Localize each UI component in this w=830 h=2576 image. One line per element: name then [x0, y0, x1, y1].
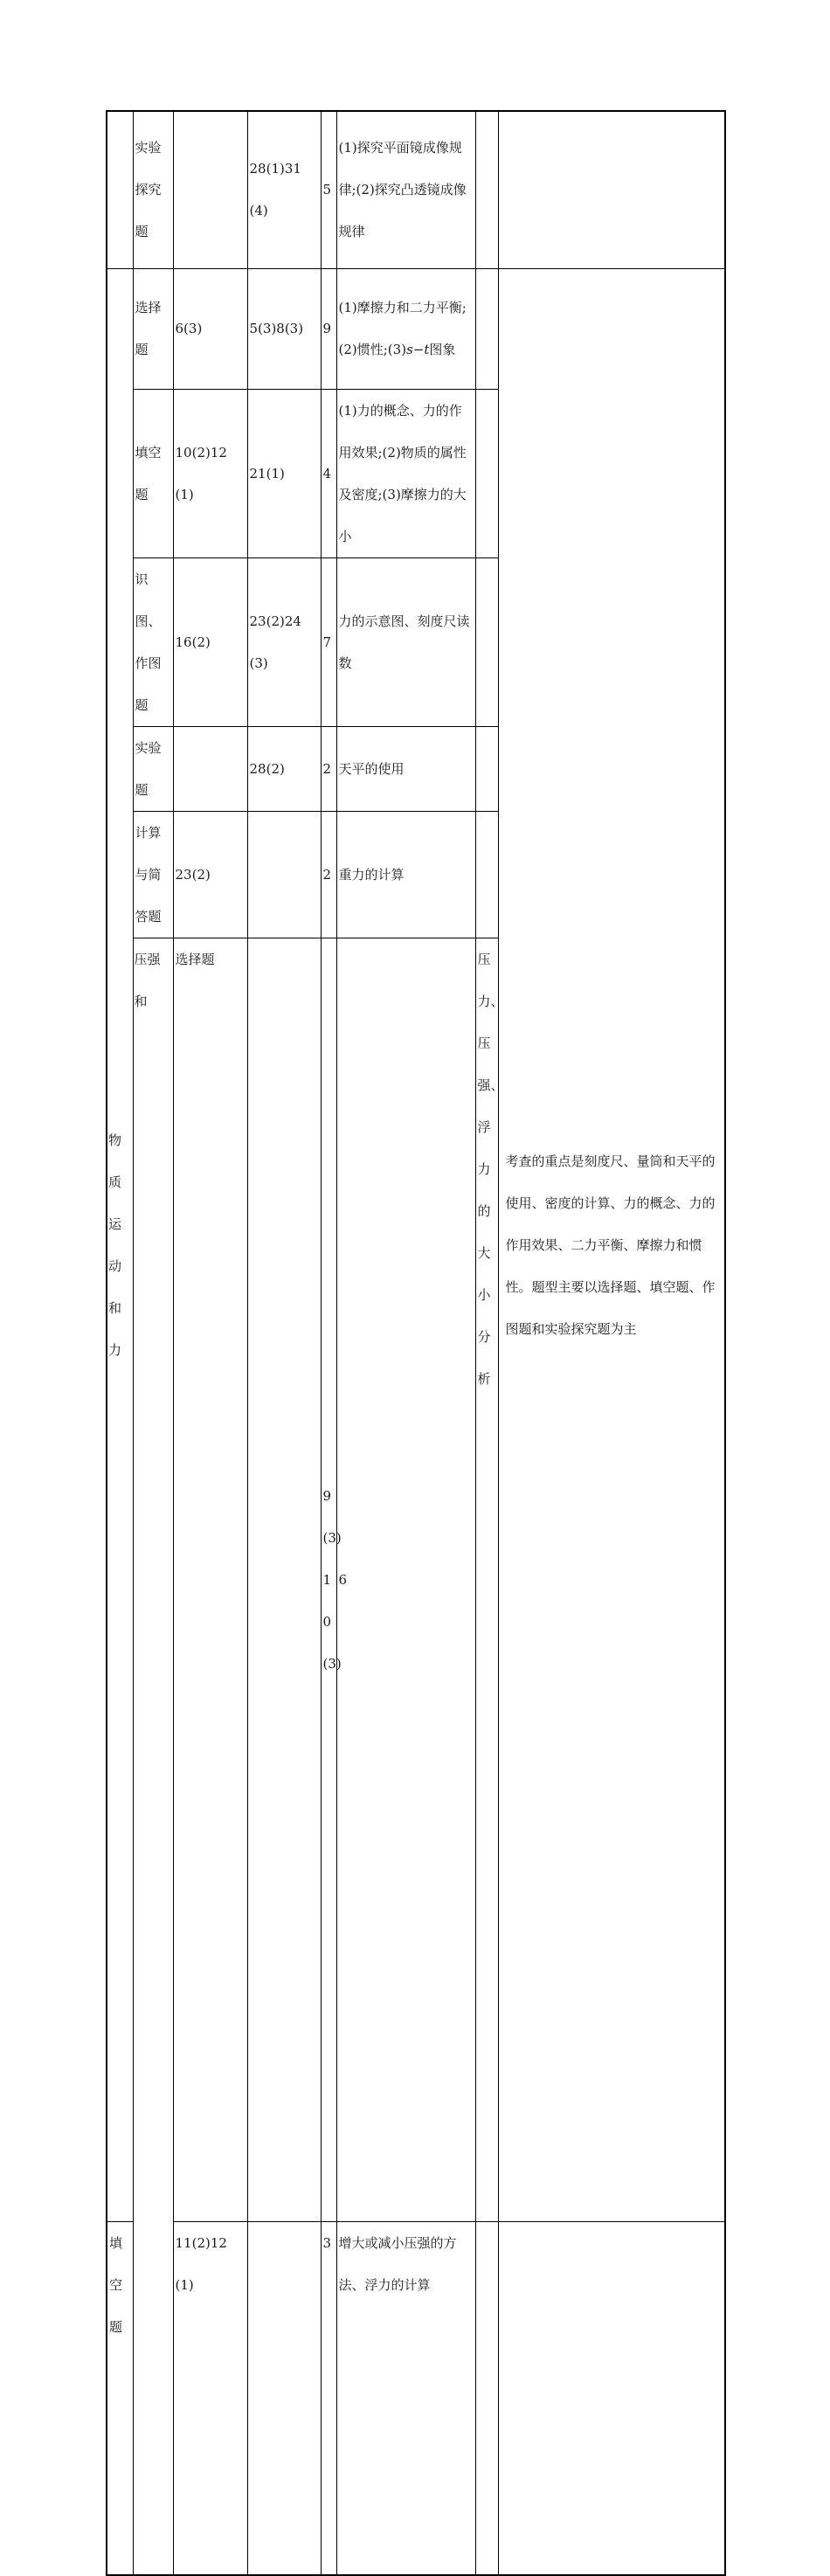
- content-cell: 重力的计算: [336, 811, 475, 938]
- year2-cell: 21(1): [247, 389, 321, 557]
- year2-cell: 5(3)8(3): [247, 268, 321, 389]
- content-text: (1)摩擦力和二力平衡;(2)惯性;(3): [338, 300, 467, 357]
- content-cell: 增大或减小压强的方法、浮力的计算: [336, 2221, 475, 2574]
- question-type-cell: 填空题: [133, 389, 173, 557]
- blank-cell: [475, 726, 498, 811]
- question-type-cell: 识图、作图题: [133, 557, 173, 726]
- blank-cell: [475, 389, 498, 557]
- score-cell: 2: [321, 811, 336, 938]
- question-type-cell: 计算与简答题: [133, 811, 173, 938]
- score-cell: 7: [321, 557, 336, 726]
- question-type-cell: 实验探究题: [133, 111, 173, 268]
- summary-cell: 考查的重点是刻度尺、量筒和天平的使用、密度的计算、力的概念、力的作用效果、二力平衡、摩擦力和惯性。题型主要以选择题、填空题、作图题和实验探究题为主: [498, 268, 725, 2221]
- score-cell: 9: [321, 268, 336, 389]
- year1-cell: 6(3): [173, 268, 247, 389]
- question-type-cell: 实验题: [133, 726, 173, 811]
- year1-cell: 11(2)12(1): [173, 2221, 247, 2574]
- score-cell: 6: [336, 938, 475, 2221]
- score-cell: 3: [321, 2221, 336, 2574]
- content-cell: (1)力的概念、力的作用效果;(2)物质的属性及密度;(3)摩擦力的大小: [336, 389, 475, 557]
- category-cell: 物质运动和力: [107, 268, 133, 2221]
- question-type-cell: 选择题: [133, 268, 173, 389]
- content-cell: 天平的使用: [336, 726, 475, 811]
- table-row: [107, 2221, 725, 2574]
- table-row: [107, 111, 725, 268]
- year2-cell: 28(1)31(4): [247, 111, 321, 268]
- year1-cell: [173, 726, 247, 811]
- blank-cell: [475, 268, 498, 389]
- blank-cell: [475, 811, 498, 938]
- year1-cell: [247, 938, 321, 2221]
- year1-cell: 10(2)12(1): [173, 389, 247, 557]
- score-cell: 2: [321, 726, 336, 811]
- content-cell: (1)探究平面镜成像规律;(2)探究凸透镜成像规律: [336, 111, 475, 268]
- question-type-cell: 填空题: [107, 2221, 133, 2574]
- table-row: [107, 268, 725, 389]
- year1-cell: [173, 111, 247, 268]
- content-cell: 压力、压强、浮力的大小分析: [475, 938, 498, 2221]
- content-cell: 力的示意图、刻度尺读数: [336, 557, 475, 726]
- year1-cell: 23(2): [173, 811, 247, 938]
- score-cell: 5: [321, 111, 336, 268]
- content-cell: [336, 268, 475, 389]
- content-text: 图象: [429, 342, 456, 357]
- year2-cell: 23(2)24(3): [247, 557, 321, 726]
- exam-analysis-table: [106, 110, 726, 2576]
- year1-cell: 16(2): [173, 557, 247, 726]
- category-cell: [107, 111, 133, 268]
- blank-cell: [475, 2221, 498, 2574]
- year2-cell: [247, 2221, 321, 2574]
- year2-cell: 28(2): [247, 726, 321, 811]
- category-cell: 压强和: [133, 938, 173, 2575]
- blank-cell: [475, 557, 498, 726]
- year2-cell: [247, 811, 321, 938]
- score-cell: 4: [321, 389, 336, 557]
- math-expression: s−t: [406, 342, 430, 357]
- question-type-cell: 选择题: [173, 938, 247, 2221]
- blank-cell: [475, 111, 498, 268]
- year2-cell: 9(3)10(3): [321, 938, 336, 2221]
- summary-cell: [498, 111, 725, 268]
